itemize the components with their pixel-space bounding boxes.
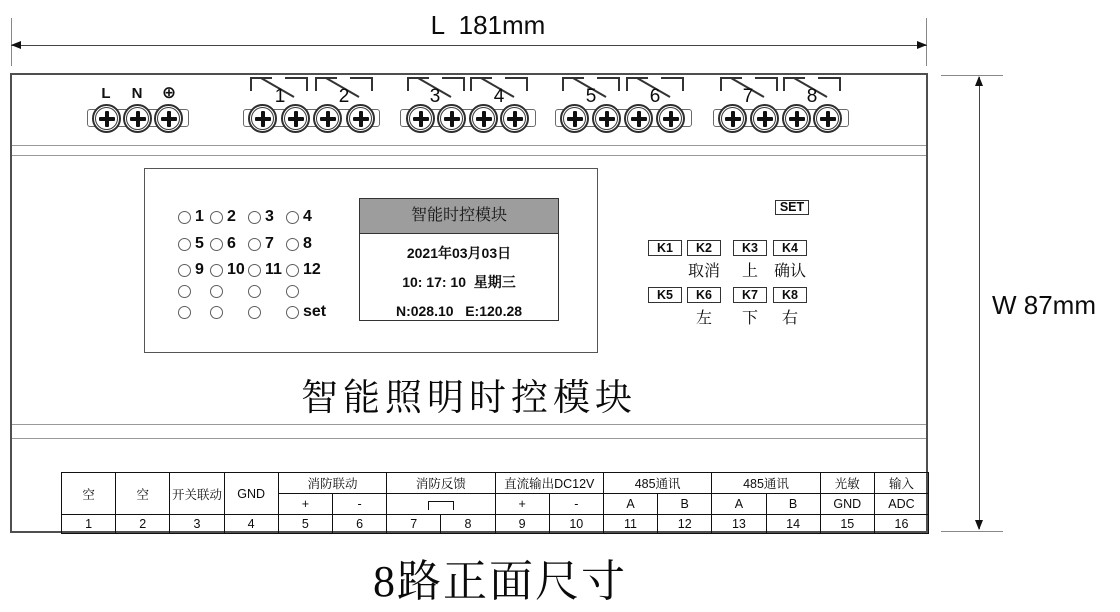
width-dimension-line (979, 77, 980, 529)
indicator-led (286, 263, 321, 277)
pin-number: 3 (170, 515, 224, 534)
group-header-rs485-2: 485通讯 (712, 473, 820, 494)
dry-contact-icon (428, 501, 454, 510)
sub-header-adc: ADC (874, 494, 928, 515)
indicator-led (248, 210, 274, 224)
sub-header-b: B (658, 494, 712, 515)
terminal-label-neutral: N (131, 85, 143, 102)
indicator-led (178, 305, 195, 319)
group-header-light-sensor: 光敏 (820, 473, 874, 494)
indicator-label: 11 (265, 261, 282, 278)
pin-number: 7 (387, 515, 441, 534)
screw-terminal (92, 104, 121, 133)
key-k3: K3 (733, 240, 767, 256)
key-function-label-left: 左 (695, 310, 712, 327)
lcd-time: 10: 17: 10 (402, 274, 467, 290)
panel-divider-line (12, 145, 926, 146)
channel-number: 8 (806, 86, 818, 107)
key-k5: K5 (648, 287, 682, 303)
sub-header-minus: - (332, 494, 386, 515)
pin-number: 14 (766, 515, 820, 534)
arrowhead-right-icon (917, 41, 927, 49)
lcd-coords-row (360, 303, 558, 319)
set-led-label: set (303, 303, 327, 320)
led-dot-icon (286, 306, 299, 319)
indicator-led (210, 237, 236, 251)
channel-number: 3 (429, 86, 441, 107)
indicator-label: 5 (195, 235, 204, 252)
screw-terminal (281, 104, 310, 133)
indicator-label: 4 (303, 208, 312, 225)
indicator-led (248, 284, 265, 298)
indicator-label: 2 (227, 208, 236, 225)
key-function-label-down: 下 (741, 310, 758, 327)
sub-header-plus: + (278, 494, 332, 515)
lcd-longitude: E:120.28 (465, 303, 523, 319)
indicator-led (286, 237, 312, 251)
sub-header-a: A (712, 494, 766, 515)
led-dot-icon (248, 285, 261, 298)
screw-terminal (154, 104, 183, 133)
indicator-label: 9 (195, 261, 204, 278)
screw-terminal (437, 104, 466, 133)
pin-number: 12 (658, 515, 712, 534)
arrowhead-down-icon (975, 520, 983, 530)
panel-title: 智能照明时控模块 (301, 378, 637, 419)
led-dot-icon (210, 285, 223, 298)
col-header-switch-linkage: 开关联动 (170, 473, 224, 515)
sub-header-plus: + (495, 494, 549, 515)
drawing-caption: 8路正面尺寸 (373, 557, 627, 606)
sub-header-a: A (603, 494, 657, 515)
key-function-label-right: 右 (781, 310, 798, 327)
led-dot-icon (210, 238, 223, 251)
key-k2: K2 (687, 240, 721, 256)
indicator-led (178, 210, 204, 224)
pin-number: 9 (495, 515, 549, 534)
key-function-label-cancel: 取消 (687, 263, 720, 280)
key-k7: K7 (733, 287, 767, 303)
set-button: SET (775, 200, 809, 215)
lcd-weekday: 星期三 (473, 274, 516, 290)
led-dot-icon (178, 238, 191, 251)
key-k4: K4 (773, 240, 807, 256)
screw-terminal (624, 104, 653, 133)
channel-number: 1 (274, 86, 286, 107)
led-dot-icon (178, 211, 191, 224)
sub-header-contact (387, 494, 495, 515)
sub-header-b: B (766, 494, 820, 515)
screw-terminal (718, 104, 747, 133)
terminal-label-live: L (101, 85, 111, 102)
led-dot-icon (248, 264, 261, 277)
indicator-label: 1 (195, 208, 204, 225)
led-dot-icon (210, 264, 223, 277)
lcd-latitude: N:028.10 (395, 303, 454, 319)
pin-number: 11 (603, 515, 657, 534)
pin-number: 10 (549, 515, 603, 534)
led-dot-icon (248, 238, 261, 251)
channel-number: 7 (742, 86, 754, 107)
lcd-time-row (360, 272, 558, 292)
indicator-led (210, 284, 227, 298)
pin-number: 5 (278, 515, 332, 534)
indicator-led (210, 210, 236, 224)
led-dot-icon (248, 211, 261, 224)
key-k6: K6 (687, 287, 721, 303)
panel-divider-line (12, 155, 926, 156)
indicator-led-set (286, 305, 326, 319)
pin-number: 8 (441, 515, 495, 534)
arrowhead-left-icon (11, 41, 21, 49)
pin-number: 16 (874, 515, 928, 534)
indicator-label: 10 (227, 261, 245, 278)
col-header-spare-2: 空 (116, 473, 170, 515)
arrowhead-up-icon (975, 76, 983, 86)
indicator-led (178, 263, 204, 277)
col-header-spare-1: 空 (62, 473, 116, 515)
group-header-fire-linkage: 消防联动 (278, 473, 386, 494)
indicator-label: 12 (303, 261, 321, 278)
width-extension-line-bottom (941, 531, 1003, 532)
indicator-led (210, 305, 227, 319)
sub-header-minus: - (549, 494, 603, 515)
led-dot-icon (248, 306, 261, 319)
key-function-label-up: 上 (741, 263, 758, 280)
panel-divider-line (12, 424, 926, 425)
screw-terminal (750, 104, 779, 133)
panel-divider-line (12, 438, 926, 439)
screw-terminal (560, 104, 589, 133)
led-dot-icon (210, 211, 223, 224)
indicator-led (178, 284, 195, 298)
group-header-fire-feedback: 消防反馈 (387, 473, 495, 494)
terminal-table (61, 472, 929, 534)
lcd-date: 2021年03月03日 (406, 245, 512, 261)
screw-terminal (592, 104, 621, 133)
pin-number: 15 (820, 515, 874, 534)
group-header-input: 输入 (874, 473, 928, 494)
length-dimension-line (11, 45, 927, 46)
screw-terminal (500, 104, 529, 133)
indicator-led (178, 237, 204, 251)
led-dot-icon (210, 306, 223, 319)
led-dot-icon (286, 285, 299, 298)
screw-terminal (313, 104, 342, 133)
led-dot-icon (178, 264, 191, 277)
length-dimension-label: L 181mm (430, 10, 546, 40)
indicator-label: 8 (303, 235, 312, 252)
indicator-led (286, 210, 312, 224)
led-dot-icon (286, 238, 299, 251)
led-dot-icon (286, 211, 299, 224)
indicator-label: 3 (265, 208, 274, 225)
width-dimension-label: W 87mm (992, 290, 1096, 320)
key-function-label-confirm: 确认 (773, 263, 806, 280)
lcd-title: 智能时控模块 (360, 199, 558, 234)
screw-terminal (782, 104, 811, 133)
key-k1: K1 (648, 240, 682, 256)
indicator-label: 6 (227, 235, 236, 252)
width-extension-line-top (941, 75, 1003, 76)
pin-number: 13 (712, 515, 766, 534)
led-dot-icon (178, 285, 191, 298)
key-k8: K8 (773, 287, 807, 303)
pin-number: 2 (116, 515, 170, 534)
sub-header-gnd: GND (820, 494, 874, 515)
channel-number: 6 (649, 86, 661, 107)
screw-terminal (346, 104, 375, 133)
group-header-rs485-1: 485通讯 (603, 473, 711, 494)
screw-terminal (406, 104, 435, 133)
pin-number: 1 (62, 515, 116, 534)
led-dot-icon (286, 264, 299, 277)
channel-number: 2 (338, 86, 350, 107)
screw-terminal (656, 104, 685, 133)
lcd-display (359, 198, 559, 321)
pin-number: 6 (332, 515, 386, 534)
indicator-label: 7 (265, 235, 274, 252)
indicator-led (248, 237, 274, 251)
indicator-led (248, 263, 282, 277)
screw-terminal (123, 104, 152, 133)
earth-ground-icon: ⊕ (161, 83, 177, 102)
channel-number: 5 (585, 86, 597, 107)
channel-number: 4 (493, 86, 505, 107)
indicator-led (210, 263, 245, 277)
col-header-gnd: GND (224, 473, 278, 515)
control-panel-box (144, 168, 598, 353)
indicator-led (248, 305, 265, 319)
led-dot-icon (178, 306, 191, 319)
pin-number: 4 (224, 515, 278, 534)
screw-terminal (813, 104, 842, 133)
indicator-led (286, 284, 303, 298)
screw-terminal (469, 104, 498, 133)
screw-terminal (248, 104, 277, 133)
group-header-dc-output: 直流输出DC12V (495, 473, 603, 494)
